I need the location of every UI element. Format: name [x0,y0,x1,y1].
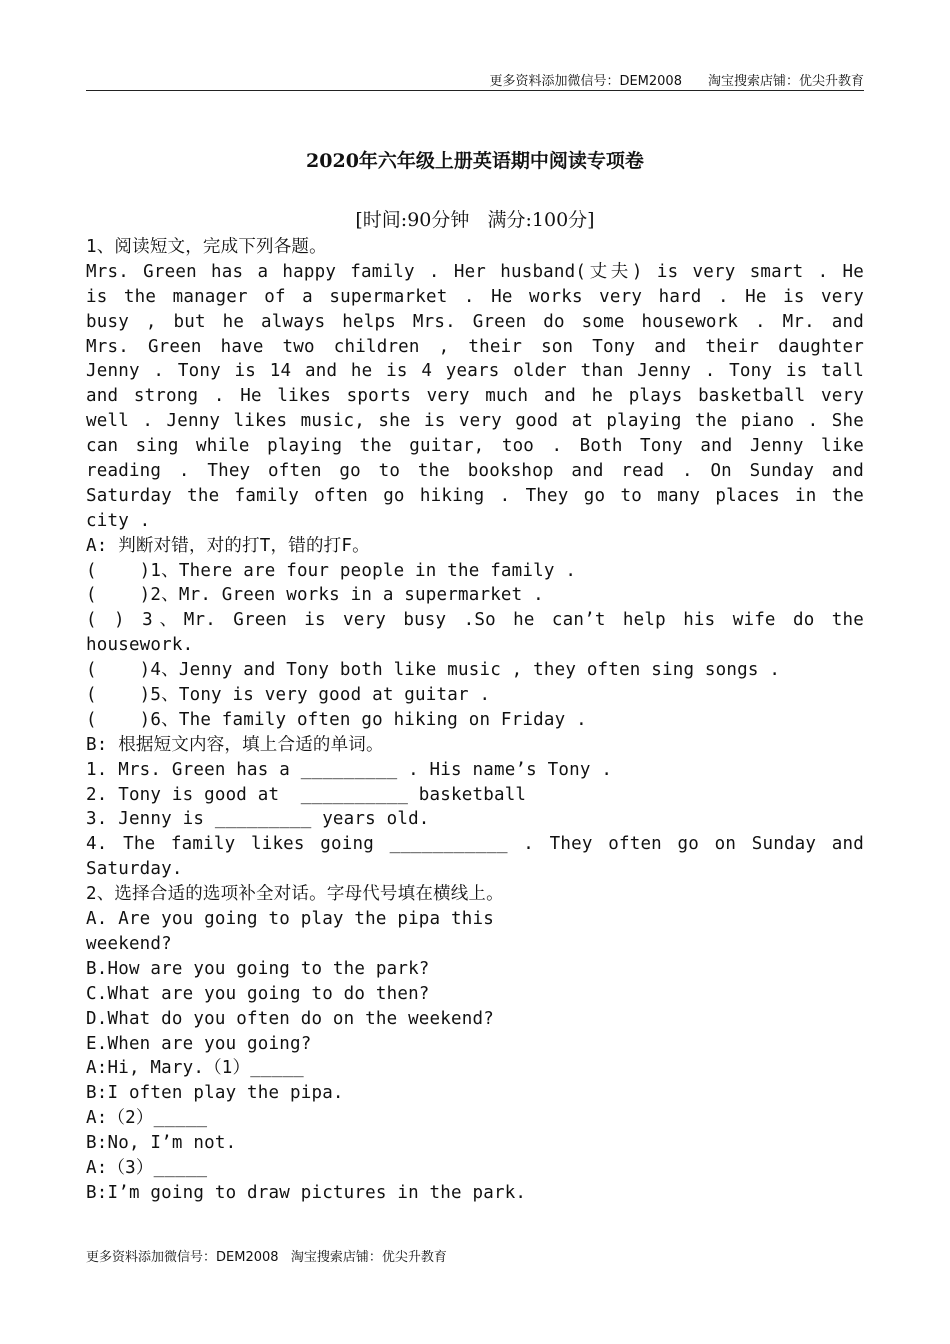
passage-line: city . [86,510,151,531]
option-item: A. Are you going to play the pipa this [86,909,494,930]
true-false-item: ( ) 3、Mr. Green is very busy .So he can’t help his wife do the [86,610,864,631]
passage-line: well . Jenny likes music, she is very good at playing the piano . She [86,411,864,432]
page-subtitle: [时间:90分钟 满分:100分] [355,209,595,231]
passage-line: Mrs. Green have two children , their son Tony and their daughter [86,336,864,357]
header-wechat: 更多资料添加微信号：DEM2008 [489,74,682,89]
dialogue-line: A:Hi, Mary.（1）_____ [86,1058,304,1079]
partA-heading: A: 判断对错，对的打T，错的打F。 [86,535,370,556]
option-item-continued: weekend? [86,933,172,954]
passage-line: is the manager of a supermarket . He works very hard . He is very [86,286,864,307]
passage-line: and strong . He likes sports very much and he plays basketball very [86,386,864,407]
option-item: C.What are you going to do then? [86,983,430,1004]
true-false-item: ( )5、Tony is very good at guitar . [86,685,491,706]
true-false-item: ( )2、Mr. Green works in a supermarket . [86,585,544,606]
true-false-item: ( )6、The family often go hiking on Friday . [86,709,587,730]
passage-line: Jenny . Tony is 14 and he is 4 years older than Jenny . Tony is tall [86,361,864,382]
true-false-item: ( )4、Jenny and Tony both like music , they often sing songs . [86,660,781,681]
header-shop: 淘宝搜索店铺：优尖升教育 [707,74,864,89]
option-item: D.What do you often do on the weekend? [86,1008,494,1029]
partB-heading: B: 根据短文内容，填上合适的单词。 [86,734,384,755]
fill-blank-item: 3. Jenny is _________ years old. [86,809,430,830]
true-false-item: ( )1、There are four people in the family . [86,560,577,581]
dialogue-line: A:（3）_____ [86,1157,208,1178]
fill-blank-item: 1. Mrs. Green has a _________ . His name’s Tony . [86,759,613,780]
section2-heading: 2、选择合适的选项补全对话。字母代号填在横线上。 [86,884,504,905]
option-item: E.When are you going? [86,1033,312,1054]
page-footer: 更多资料添加微信号：DEM2008 淘宝搜索店铺：优尖升教育 [86,1250,447,1265]
option-item: B.How are you going to the park? [86,958,430,979]
passage-line: reading . They often go to the bookshop and read . On Sunday and [86,461,864,482]
fill-blank-item-continued: Saturday. [86,859,183,880]
page-title: 2020年六年级上册英语期中阅读专项卷 [306,150,644,172]
fill-blank-item: 4. The family likes going ___________ . They often go on Sunday and [86,834,864,855]
dialogue-line: A:（2）_____ [86,1108,208,1129]
passage-line: busy , but he always helps Mrs. Green do some housework . Mr. and [86,311,864,332]
passage-line: can sing while playing the guitar, too . Both Tony and Jenny like [86,436,864,457]
dialogue-line: B:No, I’m not. [86,1133,237,1154]
fill-blank-item: 2. Tony is good at __________ basketball [86,784,527,805]
true-false-item-continued: housework. [86,635,194,656]
page-header [86,70,864,91]
dialogue-line: B:I’m going to draw pictures in the park. [86,1182,527,1203]
passage-line: Mrs. Green has a happy family . Her husband(丈夫) is very smart . He [86,261,864,282]
passage-line: Saturday the family often go hiking . They go to many places in the [86,485,864,506]
section1-heading: 1、阅读短文，完成下列各题。 [86,237,327,257]
document-body [86,235,864,1206]
dialogue-line: B:I often play the pipa. [86,1083,344,1104]
